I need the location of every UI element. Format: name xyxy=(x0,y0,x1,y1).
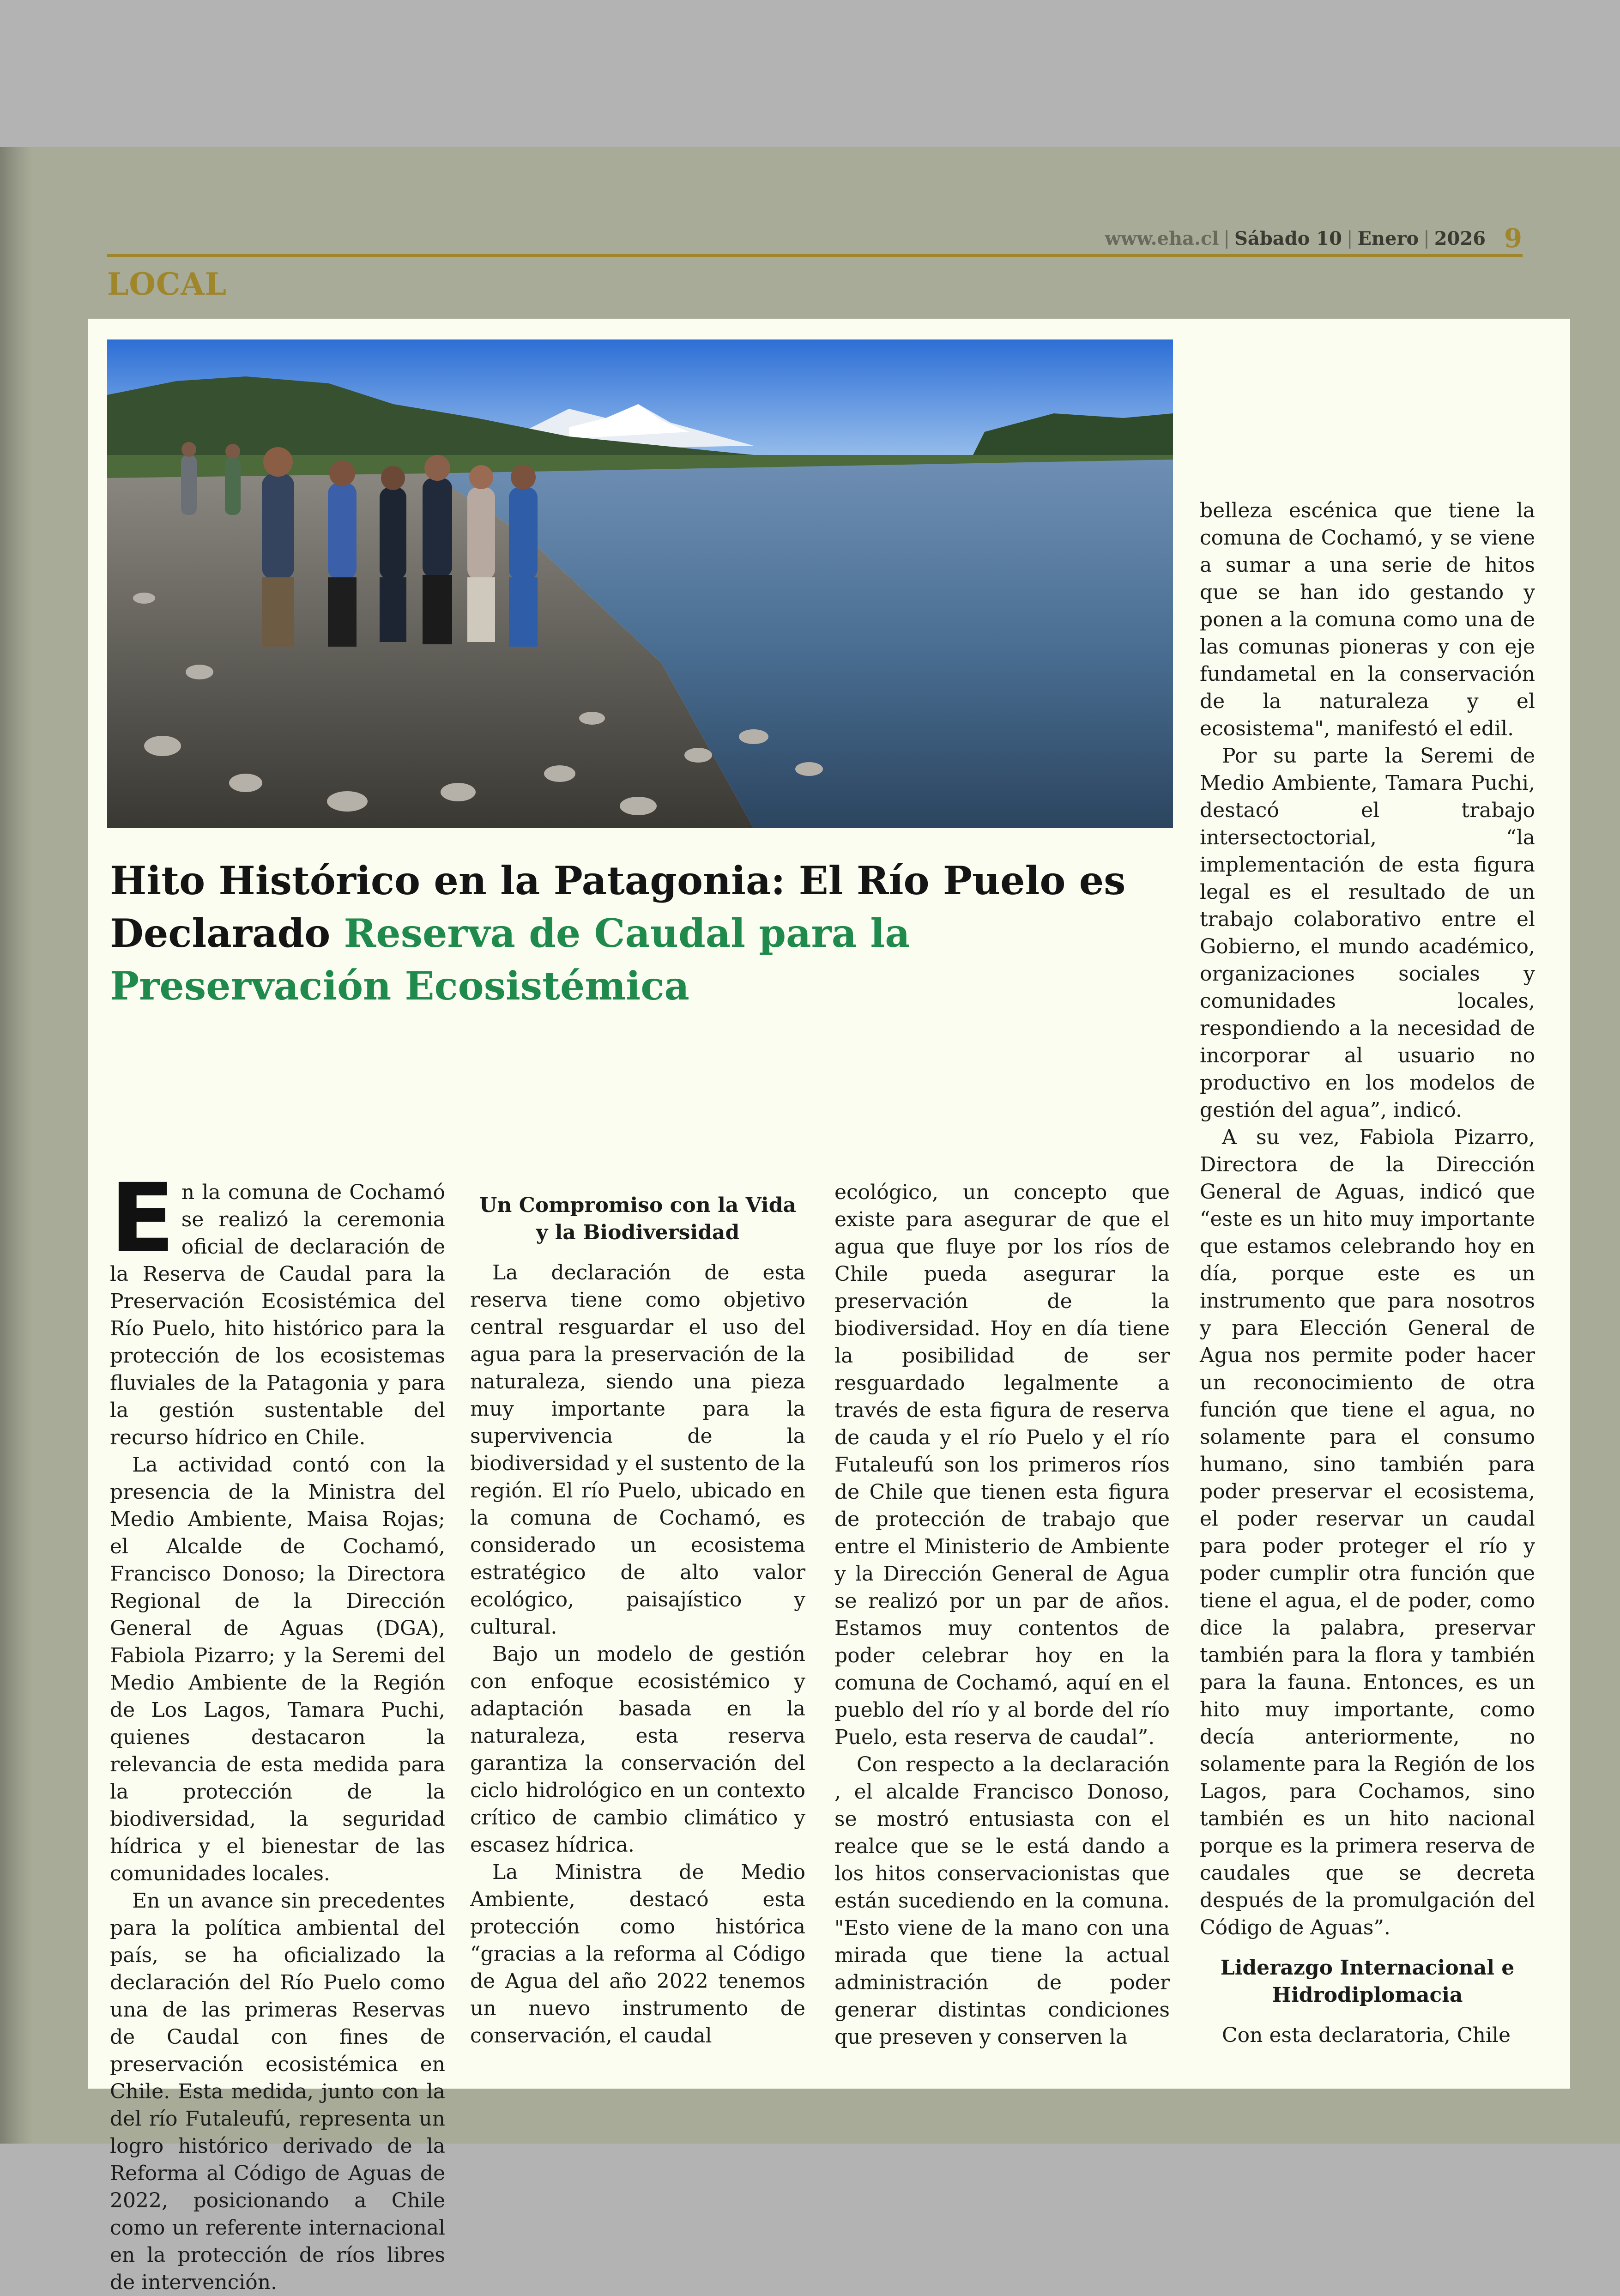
subheading-compromiso: Un Compromiso con la Vida y la Biodiversidad xyxy=(479,1193,796,1244)
article-column-1 xyxy=(110,1163,445,2296)
page-header xyxy=(1105,224,1522,252)
article-paragraph: ecológico, un concepto que existe para asegurar de que el agua que fluye por los ríos de Chile pueda asegurar la preservación de la biodiversidad. Hoy en día tiene la posibilidad de ser resguardado legalmente a través de esta figura de reserva de cauda y el río Puelo y el río Futaleufú son los primeros ríos de Chile que tienen esta figura de protección de trabajo que entre el Ministerio de Ambiente y la Dirección General de Agua se realizó por un par de años. Estamos muy contentos de poder celebrar hoy en la comuna de Cochamó, aquí en el pueblo del río y al borde del río Puelo, esta reserva de caudal”. xyxy=(834,1181,1170,1749)
header-separator: | xyxy=(1223,228,1230,249)
article-paragraph: A su vez, Fabiola Pizarro, Directora de la Dirección General de Aguas, indicó que “este es un hito muy importante que estamos celebrando hoy en día, porque este es un instrumento que para nosotros y para Elección General de Agua nos permite poder hacer un reconocimiento de otra función que tiene el agua, no solamente para el consumo humano, sino también para poder preservar el ecosistema, el poder reservar un caudal para poder proteger el río y poder cumplir otra función que tiene el agua, el de poder, como dice la palabra, preservar también para la flora y también para la fauna. Entonces, es un hito muy importante, como decía anteriormente, no solamente para la Región de los Lagos, para Cochamos, sino también es un hito nacional porque es la primera reserva de caudales que se decreta después de la promulgación del Código de Aguas”. xyxy=(1200,1126,1535,1939)
article-paragraph: La declaración de esta reserva tiene como objetivo central resguardar el uso del agua para la preservación de la naturaleza, siendo una pieza muy importante para la supervivencia de la biodiversidad y el sustento de la región. El río Puelo, ubicado en la comuna de Cochamó, es considerado un ecosistema estratégico de alto valor ecológico, paisajístico y cultural. xyxy=(470,1261,805,1639)
header-month: Enero xyxy=(1357,227,1419,249)
article-paragraph: La Ministra de Medio Ambiente, destacó esta protección como histórica “gracias a la reforma al Código de Agua del año 2022 tenemos un nuevo instrumento de conservación, el caudal xyxy=(470,1860,805,2048)
article-column-2 xyxy=(470,1179,805,2049)
article-column-4 xyxy=(1200,497,1535,2049)
page-spine-shadow xyxy=(0,147,32,2144)
article-headline xyxy=(110,854,1172,1012)
article-paragraph: En un avance sin precedentes para la política ambiental del país, se ha oficializado la declaración del Río Puelo como una de las primeras Reservas de Caudal con fines de preservación ecosistémica en Chile. Esta medida, junto con la del río Futaleufú, representa un logro histórico derivado de la Reforma al Código de Aguas de 2022, posicionando a Chile como un referente internacional en la protección de ríos libres de intervención. xyxy=(110,1889,445,2294)
article-column-3 xyxy=(834,1179,1170,2051)
header-rule xyxy=(107,254,1523,257)
article-paragraph: Con esta declaratoria, Chile xyxy=(1222,2023,1511,2047)
magazine-page xyxy=(0,147,1620,2294)
article-paragraph: Por su parte la Seremi de Medio Ambiente, Tamara Puchi, destacó el trabajo intersectoctorial, “la implementación de esta figura legal es el resultado de un trabajo colaborativo entre el Gobierno, el mundo académico, organizaciones sociales y comunidades locales, respondiendo a la necesidad de incorporar al usuario no productivo en los modelos de gestión del agua”, indicó. xyxy=(1200,744,1535,1122)
article-paragraph xyxy=(110,1163,445,1451)
headline-part2: Reserva de Caudal para la Preservación Ecosistémica xyxy=(110,910,910,1009)
header-day: Sábado 10 xyxy=(1234,227,1342,249)
article-paragraph: Bajo un modelo de gestión con enfoque ecosistémico y adaptación basada en la naturaleza, esta reserva garantiza la conservación del ciclo hidrológico en un contexto crítico de cambio climático y escasez hídrica. xyxy=(470,1642,805,1857)
article-paragraph: Con respecto a la declaración , el alcalde Francisco Donoso, se mostró entusiasta con el realce que se le está dando a los hitos conservacionistas que están sucediendo en la comuna. "Esto viene de la mano con una mirada que tiene la actual administración de poder generar distintas condiciones que preseven y conserven la xyxy=(834,1753,1170,2049)
paragraph-text: n la comuna de Cochamó se realizó la ceremonia oficial de declaración de la Reserva de Caudal para la Preservación Ecosistémica del Río Puelo, hito histórico para la protección de los ecosistemas fluviales de la Patagonia y para la gestión sustentable del recurso hídrico en Chile. xyxy=(110,1181,445,1449)
header-year: 2026 xyxy=(1434,227,1486,249)
section-label: LOCAL xyxy=(107,266,227,302)
article-paragraph: belleza escénica que tiene la comuna de Cochamó, y se viene a sumar a una serie de hitos que se han ido gestando y ponen a la comuna como una de las comunas pioneras y con eje fundametal en la conservación de la naturaleza y el ecosistema", manifestó el edil. xyxy=(1200,499,1535,740)
article-photo xyxy=(107,339,1173,828)
article-paragraph: La actividad contó con la presencia de la Ministra del Medio Ambiente, Maisa Rojas; el Alcalde de Cochamó, Francisco Donoso; la Directora Regional de la Dirección General de Aguas (DGA), Fabiola Pizarro; y la Seremi del Medio Ambiente de la Región de Los Lagos, Tamara Puchi, quienes destacaron la relevancia de esta medida para la protección de la biodiversidad, la seguridad hídrica y el bienestar de las comunidades locales. xyxy=(110,1453,445,1885)
article-card xyxy=(88,319,1570,2294)
drop-cap: E xyxy=(110,1163,175,1274)
river-group-photo-icon xyxy=(107,339,1173,828)
subheading-liderazgo: Liderazgo Internacional e Hidrodiplomacia xyxy=(1220,1956,1515,2007)
header-separator: | xyxy=(1423,228,1430,249)
page-number: 9 xyxy=(1504,223,1522,254)
headline-part1: Hito Histórico en la Patagonia: El Río Puelo es Declarado xyxy=(110,858,1126,956)
header-separator: | xyxy=(1346,228,1353,249)
site-url[interactable]: www.eha.cl xyxy=(1105,227,1219,249)
